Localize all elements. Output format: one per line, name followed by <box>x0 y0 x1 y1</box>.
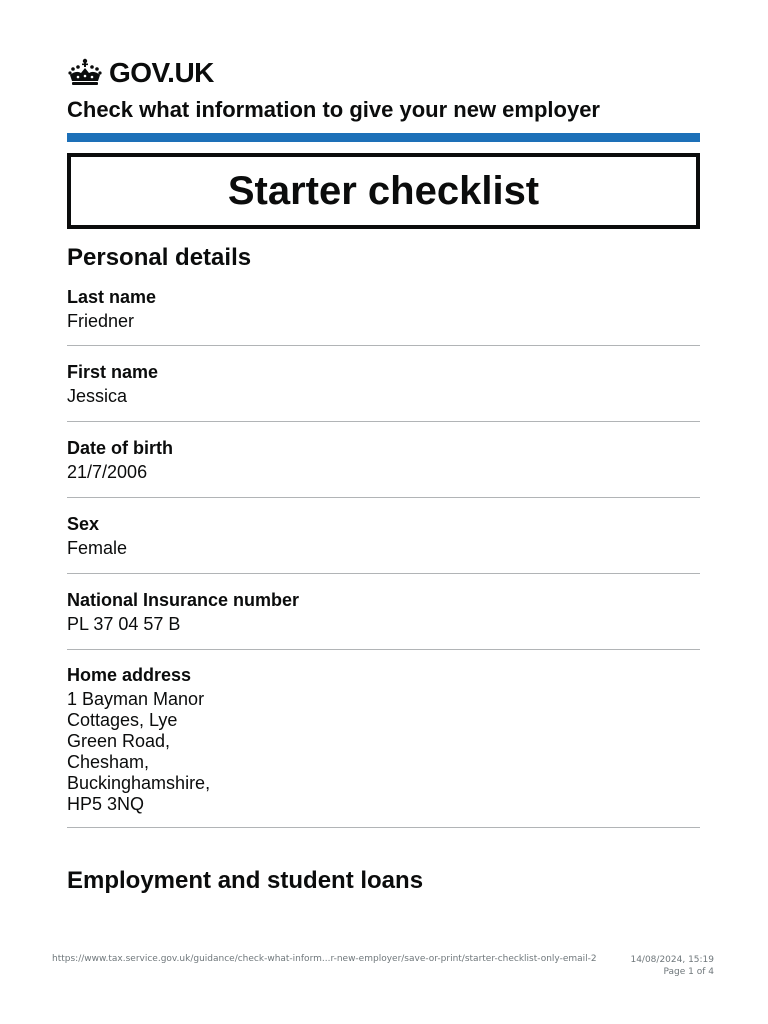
field-value: Jessica <box>67 386 128 406</box>
field-value: 1 Bayman Manor Cottages, Lye Green Road, Chesham, Buckinghamshire, HP5 3NQ <box>67 689 211 814</box>
field-date-of-birth <box>67 437 700 483</box>
field-value: 21/7/2006 <box>67 462 148 482</box>
divider <box>67 649 700 650</box>
divider <box>67 827 700 828</box>
field-label: Date of birth <box>67 438 173 458</box>
footer-meta <box>630 954 714 978</box>
divider <box>67 345 700 346</box>
divider <box>67 573 700 574</box>
footer-page-number: Page 1 of 4 <box>663 967 714 977</box>
field-home-address <box>67 664 700 815</box>
field-label: First name <box>67 362 159 382</box>
footer-datetime: 14/08/2024, 15:19 <box>630 955 714 965</box>
field-first-name <box>67 361 700 407</box>
field-last-name <box>67 286 700 332</box>
divider <box>67 421 700 422</box>
section-heading-personal-details: Personal details <box>67 244 252 271</box>
field-value: Female <box>67 538 128 558</box>
field-national-insurance-number <box>67 589 700 635</box>
section-heading-employment-student-loans: Employment and student loans <box>67 867 424 894</box>
page-title: Starter checklist <box>227 169 540 213</box>
footer-url: https://www.tax.service.gov.uk/guidance/check-what-inform...r-new-employer/save-or-print/starter-checklist-only-email-2 <box>52 954 597 964</box>
field-label: National Insurance number <box>67 590 300 610</box>
header-blue-rule <box>67 133 700 142</box>
field-value: PL 37 04 57 B <box>67 614 181 634</box>
field-label: Last name <box>67 287 157 307</box>
divider <box>67 497 700 498</box>
field-label: Home address <box>67 665 192 685</box>
field-label: Sex <box>67 514 100 534</box>
brand-name: GOV.UK <box>109 57 214 88</box>
govuk-logo[interactable] <box>67 57 214 89</box>
field-value: Friedner <box>67 311 135 331</box>
service-name[interactable]: Check what information to give your new employer <box>67 97 600 122</box>
crown-icon <box>67 58 103 88</box>
field-sex <box>67 513 700 559</box>
title-box <box>67 153 700 229</box>
